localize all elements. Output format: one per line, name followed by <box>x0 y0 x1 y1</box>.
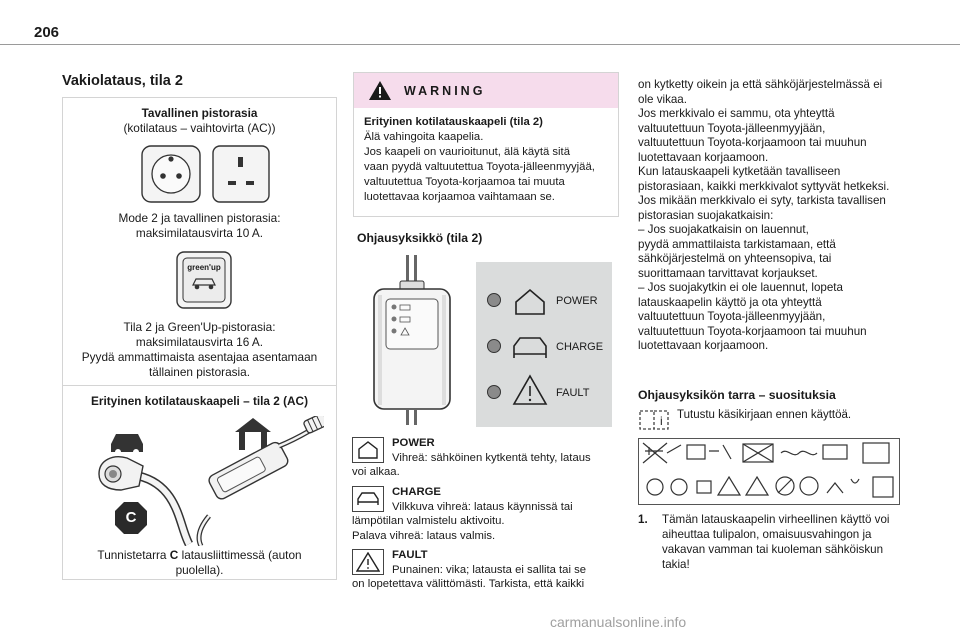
house-icon <box>235 418 271 450</box>
uk-socket-image <box>212 145 270 203</box>
warning-line: Älä vahingoita kaapelia. <box>364 131 484 143</box>
section-heading: Vakiolataus, tila 2 <box>62 73 183 89</box>
indicator-panel <box>476 262 612 427</box>
cable-title: Erityinen kotilatauskaapeli – tila 2 (AC) <box>91 394 308 408</box>
charging-cable-image <box>79 416 324 546</box>
control-unit-heading: Ohjausyksikkö (tila 2) <box>357 231 483 245</box>
fault-description: FAULT Punainen: vika; latausta ei sallita tai se on lopetettava välittömästi. Tarkista, että kaikki <box>352 549 587 590</box>
warning-bold-line: Erityinen kotilatauskaapeli (tila 2) <box>364 116 543 128</box>
greenup-line2: maksimilatausvirta 16 A. <box>135 335 264 349</box>
socket-title: Tavallinen pistorasia <box>141 106 258 120</box>
warning-line: Jos kaapeli on vaurioitunut, älä käytä sitä <box>364 146 570 158</box>
panel-label-power: POWER <box>556 295 598 307</box>
greenup-logo-text: green'up <box>187 263 221 272</box>
greenup-socket-image <box>176 251 232 309</box>
watermark: carmanualsonline.info <box>550 614 687 630</box>
charge-description: CHARGE Vilkkuva vihreä: lataus käynnissä tai lämpötilan valmistelu aktivoitu. Palava vihreä: lataus valmis. <box>352 486 573 542</box>
manual-book-icon <box>638 407 670 431</box>
warning-triangle-icon <box>368 80 392 101</box>
socket-subtitle: (kotilataus – vaihtovirta (AC)) <box>123 121 276 135</box>
label-heading: Ohjausyksikön tarra – suosituksia <box>638 388 836 402</box>
greenup-line1: Tila 2 ja Green'Up-pistorasia: <box>123 320 276 334</box>
manual-note: Tutustu käsikirjaan ennen käyttöä. <box>677 409 852 421</box>
mode2-line2: maksimilatausvirta 10 A. <box>135 226 264 240</box>
cable-caption-line1: Tunnistetarra C latausliittimessä (auton <box>97 548 302 562</box>
list-number: 1. <box>638 513 648 526</box>
list-body: Tämän latauskaapelin virheellinen käyttö voi aiheuttaa tulipalon, omaisuusvahingon ja vakavan vamman tai kuoleman sähköiskun takia! <box>662 513 890 571</box>
warning-box <box>353 72 619 217</box>
french-socket-image <box>141 145 201 203</box>
warning-body <box>354 108 618 205</box>
warning-header <box>354 73 618 108</box>
list-item-1 <box>638 512 908 572</box>
box-divider <box>63 385 336 386</box>
greenup-line3: Pyydä ammattimaista asentajaa asentamaan <box>81 350 318 364</box>
header-divider <box>0 44 960 45</box>
mode2-line1: Mode 2 ja tavallinen pistorasia: <box>118 211 281 225</box>
svg-text:i: i <box>660 414 663 428</box>
control-unit-image <box>372 255 472 425</box>
power-description: POWER Vihreä: sähköinen kytkentä tehty, lataus voi alkaa. <box>352 437 591 478</box>
panel-label-charge: CHARGE <box>556 341 604 353</box>
warning-line: vaan pyydä valtuutettua Toyota-jälleenmyyjää, <box>364 161 595 173</box>
right-column-text: on kytketty oikein ja että sähköjärjestelmässä ei ole vikaa. Jos merkkivalo ei sammu, ota yhteyttä valtuutettuun Toyota-jälleenmyyjään, valtuutettuun Toyota-korjaamoon tai muuhun luotettavaan korjaamoon. Kun latauskaapeli kytketään tavalliseen pistorasiaan, kaikki merkkivalot syttyvät hetkeksi. Jos mikään merkkivalo ei syty, tarkista tavallisen pistorasian suojakatkaisin: – Jos suojakatkaisin on lauennut, pyydä ammattilaista tarkistamaan, että sähköjärjestelmä on yhteensopiva, tai suorittamaan tarvittavat korjaukset. – Jos suojakytkin ei ole lauennut, lopeta latauskaapelin käyttö ja ota yhteyttä valtuutettuun Toyota-jälleenmyyjään, valtuutettuun Toyota-korjaamoon tai muuhun luotettavaan korjaamoon. <box>638 78 890 352</box>
car-icon <box>111 434 143 455</box>
panel-label-fault: FAULT <box>556 387 590 399</box>
cable-caption-line2: puolella). <box>175 563 224 577</box>
greenup-line4: tällainen pistorasia. <box>149 365 250 379</box>
label-pictograms <box>638 438 900 505</box>
warning-line: luotettavaa korjaamoa vaihtamaan se. <box>364 191 555 203</box>
c-badge-label: C <box>125 509 137 526</box>
page-number: 206 <box>34 24 60 41</box>
warning-line: valtuutettua Toyota-korjaamoa tai muuta <box>364 176 565 188</box>
warning-title: WARNING <box>404 83 486 98</box>
socket-info-box <box>62 97 337 580</box>
